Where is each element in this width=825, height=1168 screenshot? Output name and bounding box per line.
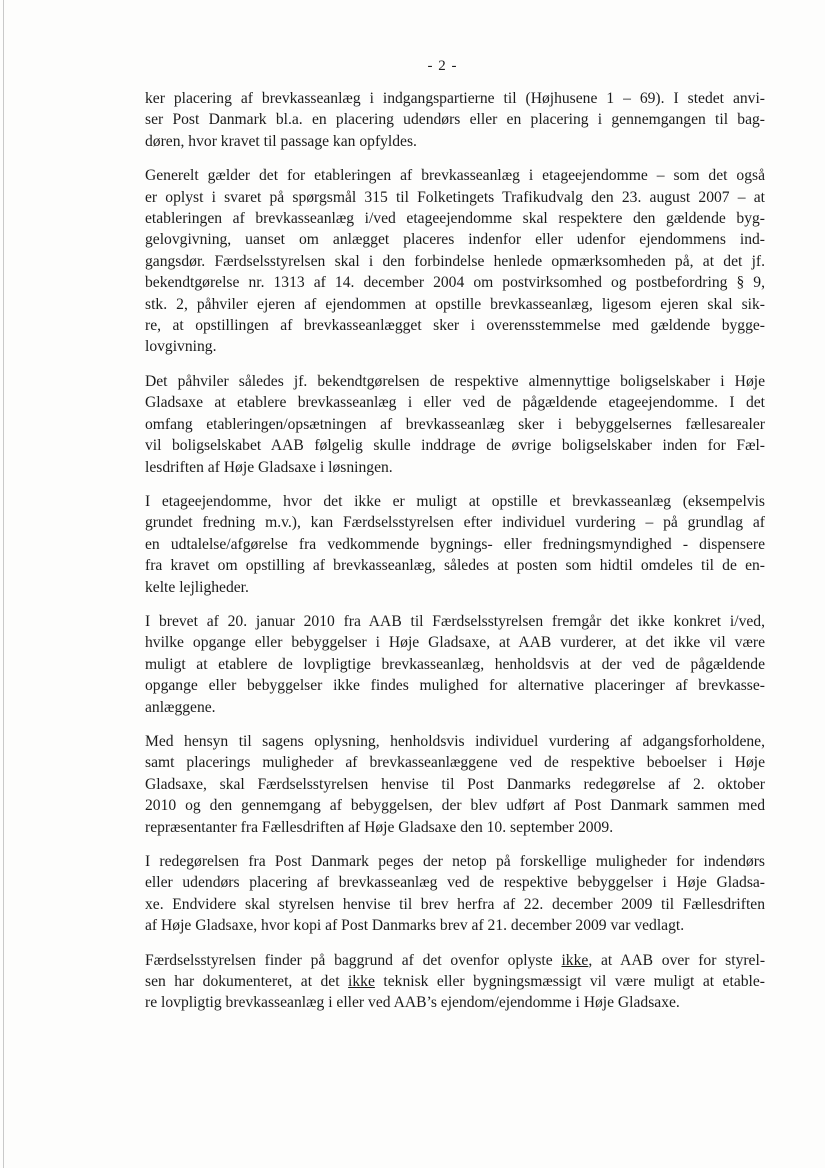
text-line: lesdriften af Høje Gladsaxe i løsningen. bbox=[145, 458, 393, 476]
page-number: - 2 - bbox=[427, 58, 458, 74]
text-line: vil boligselskabet AAB følgelig skulle inddrage de øvrige boligselskaber inden for Fæl- bbox=[145, 437, 765, 455]
text-line: bekendtgørelse nr. 1313 af 14. december 2004 om postvirksomhed og postbefordring § 9, bbox=[145, 274, 765, 292]
text-line: re, at opstillingen af brevkasseanlægget sker i overensstemmelse med gældende bygge- bbox=[145, 317, 765, 335]
text-line bbox=[145, 971, 765, 992]
text-line: I redegørelsen fra Post Danmark peges der netop på forskellige muligheder for indendørs bbox=[145, 853, 765, 870]
text-line: en udtalelse/afgørelse fra vedkommende bygnings- eller fredningsmyndighed - dispensere bbox=[145, 535, 765, 553]
text-line: Gladsaxe, skal Færdselsstyrelsen henvise til Post Danmarks redegørelse af 2. oktober bbox=[145, 775, 765, 793]
text-line: muligt at etablere de lovpligtige brevkasseanlæg, henholdsvis at der ved de pågældende bbox=[145, 655, 765, 673]
text-line: Generelt gælder det for etableringen af brevkasseanlæg i etageejendomme – som det også bbox=[145, 167, 765, 185]
paragraph-7 bbox=[145, 851, 765, 937]
text-line: samt placerings muligheder af brevkasseanlæggene ved de respektive beboelser i Høje bbox=[145, 754, 765, 772]
paragraph-6 bbox=[145, 731, 765, 838]
text-line: Med hensyn til sagens oplysning, henholdsvis individuel vurdering af adgangsforholdene, bbox=[145, 732, 765, 750]
text-line: anlæggene. bbox=[145, 698, 216, 716]
paragraph-4 bbox=[145, 491, 765, 598]
text-line: kelte lejligheder. bbox=[145, 578, 249, 596]
document-body bbox=[145, 88, 765, 1027]
text-line: fra kravet om opstilling af brevkasseanlæg, således at posten som hidtil omdeles til de en- bbox=[145, 557, 765, 575]
paragraph-8 bbox=[145, 950, 765, 1014]
text-line: gangsdør. Færdselsstyrelsen skal i den forbindelse henlede opmærksomheden på, at det jf. bbox=[145, 252, 765, 270]
text-line: Gladsaxe at etablere brevkasseanlæg i eller ved de pågældende etageejendomme. I det bbox=[145, 394, 765, 412]
text-run: teknisk eller bygningsmæssigt vil være muligt at etable- bbox=[374, 973, 765, 991]
page-edge-line bbox=[3, 0, 4, 1168]
text-line: re lovpligtig brevkasseanlæg i eller ved AAB’s ejendom/ejendomme i Høje Gladsaxe. bbox=[145, 994, 680, 1012]
text-line bbox=[145, 950, 765, 971]
paragraph-1 bbox=[145, 88, 765, 152]
text-line: stk. 2, påhviler ejeren af ejendommen at opstille brevkasseanlæg, ligesom ejeren skal sik- bbox=[145, 295, 765, 313]
text-run: Færdselsstyrelsen finder på baggrund af det ovenfor oplyste bbox=[145, 951, 562, 969]
text-line: ser Post Danmark bl.a. en placering udendørs eller en placering i gennemgangen til bag- bbox=[145, 111, 765, 129]
text-line: xe. Endvidere skal styrelsen henvise til brev herfra af 22. december 2009 til Fællesdriften bbox=[145, 895, 765, 913]
text-line: I etageejendomme, hvor det ikke er muligt at opstille et brevkasseanlæg (eksempelvis bbox=[145, 492, 765, 510]
text-line: etableringen af brevkasseanlæg i/ved etageejendomme skal respektere den gældende byg- bbox=[145, 210, 765, 228]
text-line: ker placering af brevkasseanlæg i indgangspartierne til (Højhusene 1 – 69). I stedet anvi- bbox=[145, 90, 765, 107]
text-line: 2010 og den gennemgang af bebyggelsen, der blev udført af Post Danmark sammen med bbox=[145, 797, 765, 815]
text-line: hvilke opgange eller bebyggelser i Høje Gladsaxe, at AAB vurderer, at det ikke vil være bbox=[145, 634, 765, 652]
text-line: af Høje Gladsaxe, hvor kopi af Post Danmarks brev af 21. december 2009 var vedlagt. bbox=[145, 917, 685, 935]
text-line: I brevet af 20. januar 2010 fra AAB til Færdselsstyrelsen fremgår det ikke konkret i/ved, bbox=[145, 612, 765, 630]
paragraph-5 bbox=[145, 611, 765, 718]
text-run: , at AAB over for styrel- bbox=[588, 951, 766, 969]
paragraph-3 bbox=[145, 371, 765, 478]
text-line: døren, hvor kravet til passage kan opfyldes. bbox=[145, 132, 417, 150]
text-line: grundet fredning m.v.), kan Færdselsstyrelsen efter individuel vurdering – på grundlag af bbox=[145, 514, 765, 532]
text-line: opgange eller bebyggelser ikke findes mulighed for alternative placeringer af brevkasse- bbox=[145, 677, 765, 695]
text-line: Det påhviler således jf. bekendtgørelsen de respektive almennyttige boligselskaber i Høje bbox=[145, 372, 765, 390]
text-line: omfang etableringen/opsætningen af brevkasseanlæg sker i bebyggelsernes fællesarealer bbox=[145, 415, 765, 433]
text-run: sen har dokumenteret, at det bbox=[145, 973, 349, 991]
underlined-word: ikke bbox=[348, 973, 375, 991]
paragraph-2 bbox=[145, 165, 765, 358]
text-line: gelovgivning, uanset om anlægget placeres indenfor eller udenfor ejendommens ind- bbox=[145, 231, 765, 249]
underlined-word: ikke bbox=[561, 951, 589, 969]
text-line: er oplyst i svaret på spørgsmål 315 til Folketingets Trafikudvalg den 23. august 2007 – at bbox=[145, 188, 765, 206]
text-line: eller udendørs placering af brevkasseanlæg ved de respektive bebyggelser i Høje Gladsa- bbox=[145, 874, 765, 892]
text-line: repræsentanter fra Fællesdriften af Høje Gladsaxe den 10. september 2009. bbox=[145, 818, 614, 836]
text-line: lovgivning. bbox=[145, 338, 217, 356]
